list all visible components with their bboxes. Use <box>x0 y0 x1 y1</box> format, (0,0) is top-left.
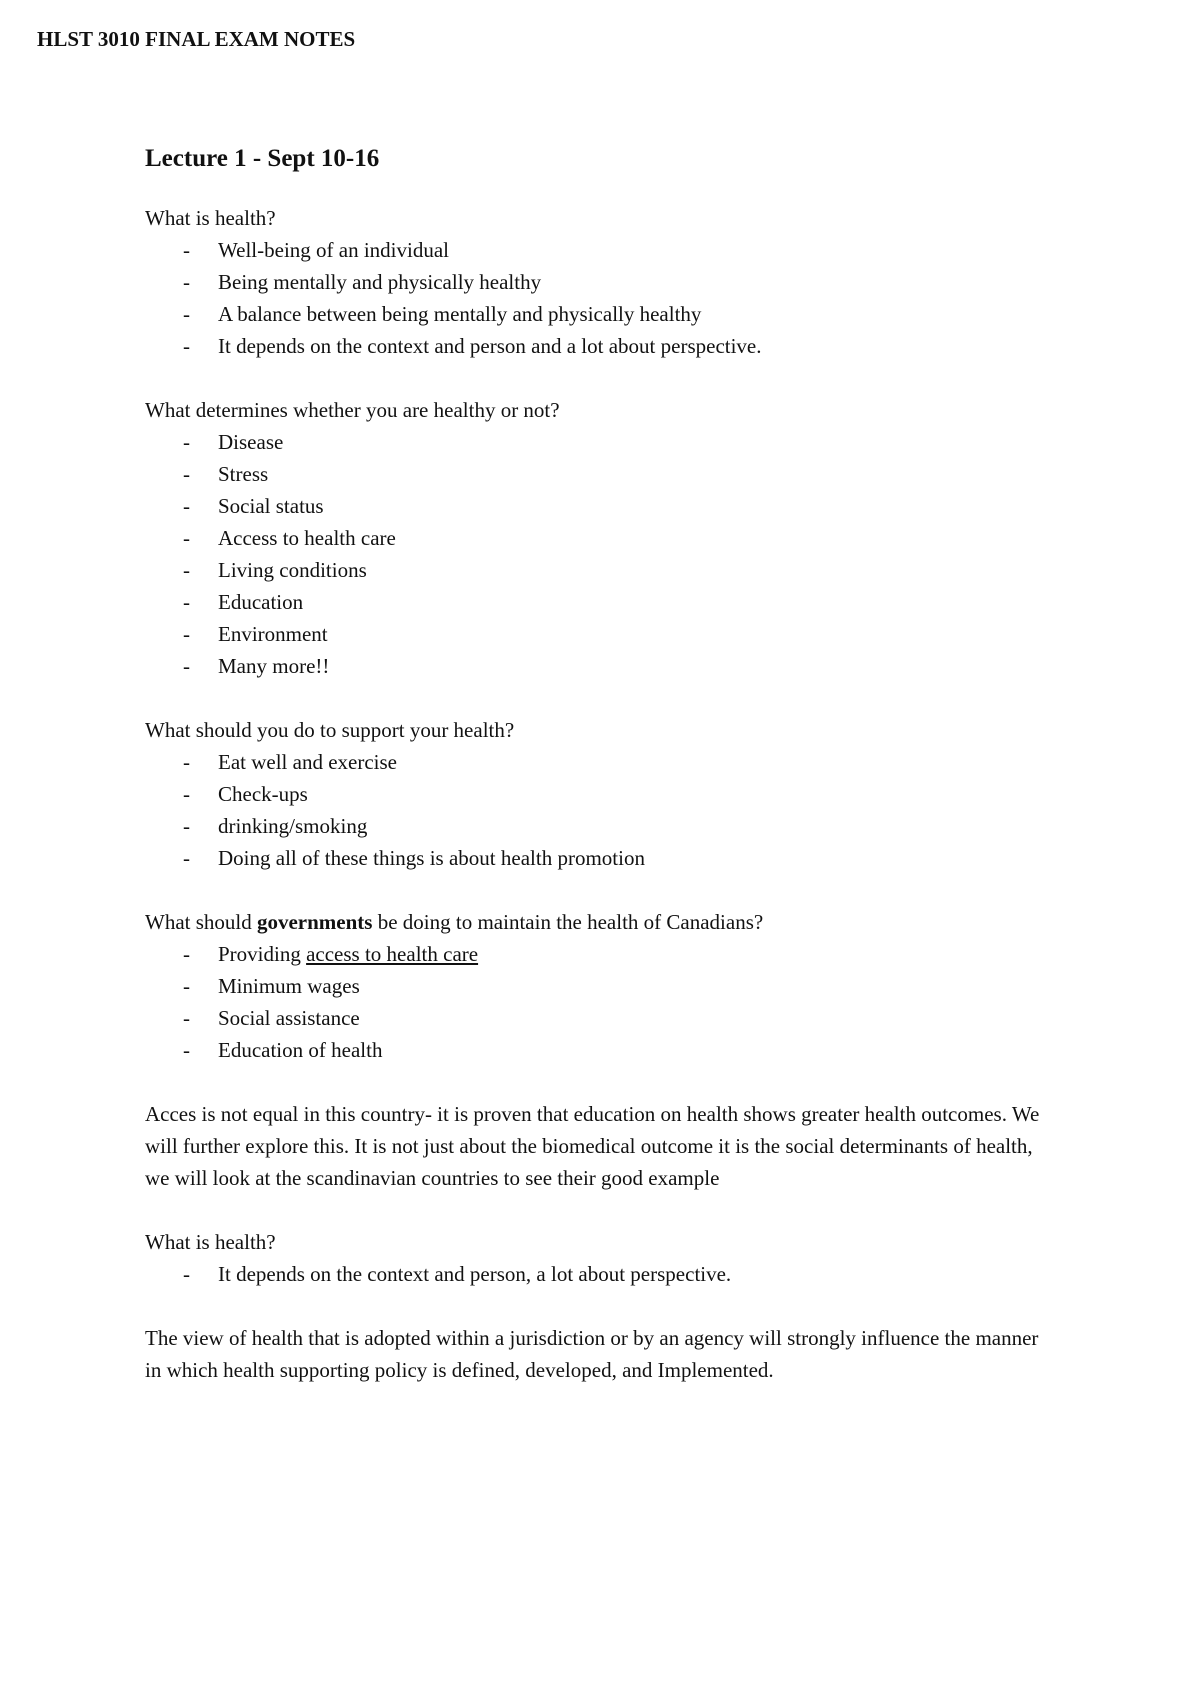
question-text-start: What should <box>145 910 257 934</box>
list-item-text: Eat well and exercise <box>218 750 397 774</box>
dash-bullet: - <box>183 270 190 294</box>
paragraph-access <box>145 1098 1045 1194</box>
list-item-text: Well-being of an individual <box>218 238 449 262</box>
list-item-text: Social assistance <box>218 1006 360 1030</box>
section-support-health <box>145 714 1045 874</box>
notes-content <box>145 143 1045 1418</box>
lecture-title: Lecture 1 - Sept 10-16 <box>145 145 380 172</box>
list-item-text: Environment <box>218 622 328 646</box>
list-item <box>145 266 1045 298</box>
list-item-text: Social status <box>218 494 324 518</box>
paragraph-text: Acces is not equal in this country- it is proven that education on health shows greater health outcomes. We will further explore this. It is not just about the biomedical outcome it is the social determinants of health, we will look at the scandinavian countries to see their good example <box>145 1102 1040 1190</box>
question-heading: What determines whether you are healthy or not? <box>145 398 560 422</box>
list-item <box>145 490 1045 522</box>
list-item-text: Minimum wages <box>218 974 360 998</box>
list-item-text: Check-ups <box>218 782 308 806</box>
dash-bullet: - <box>183 654 190 678</box>
list-item-text: It depends on the context and person and a lot about perspective. <box>218 334 762 358</box>
dash-bullet: - <box>183 302 190 326</box>
underlined-text: access to health care <box>306 942 479 966</box>
list-item-text: drinking/smoking <box>218 814 368 838</box>
section-what-is-health-2 <box>145 1226 1045 1290</box>
bullet-list <box>145 1258 1045 1290</box>
list-item <box>145 1034 1045 1066</box>
list-item <box>145 458 1045 490</box>
dash-bullet: - <box>183 1006 190 1030</box>
dash-bullet: - <box>183 974 190 998</box>
question-heading: What should you do to support your health? <box>145 718 515 742</box>
list-item-text: Disease <box>218 430 284 454</box>
dash-bullet: - <box>183 814 190 838</box>
list-item <box>145 810 1045 842</box>
question-emphasis: governments <box>256 910 373 934</box>
list-item-text: Education of health <box>218 1038 383 1062</box>
list-item-text: It depends on the context and person, a lot about perspective. <box>218 1262 732 1286</box>
list-item <box>145 1002 1045 1034</box>
list-item <box>145 330 1045 362</box>
list-item <box>145 298 1045 330</box>
question-text-end: be doing to maintain the health of Canadians? <box>372 910 764 934</box>
bullet-list <box>145 426 1045 682</box>
list-item <box>145 1258 1045 1290</box>
section-determinants <box>145 394 1045 682</box>
section-governments <box>145 906 1045 1066</box>
dash-bullet: - <box>183 430 190 454</box>
dash-bullet: - <box>183 334 190 358</box>
document-header: HLST 3010 FINAL EXAM NOTES <box>37 27 356 51</box>
list-item-text: Access to health care <box>218 526 396 550</box>
question-heading <box>145 906 1045 938</box>
list-item <box>145 970 1045 1002</box>
list-item <box>145 778 1045 810</box>
list-item <box>145 426 1045 458</box>
list-item <box>145 650 1045 682</box>
list-item-text: Living conditions <box>218 558 367 582</box>
list-item <box>145 554 1045 586</box>
bullet-list <box>145 234 1045 362</box>
dash-bullet: - <box>183 526 190 550</box>
list-item-text: A balance between being mentally and physically healthy <box>218 302 702 326</box>
dash-bullet: - <box>183 558 190 582</box>
dash-bullet: - <box>183 942 190 966</box>
list-item <box>145 938 1045 970</box>
dash-bullet: - <box>183 590 190 614</box>
list-item-text: Being mentally and physically healthy <box>218 270 542 294</box>
list-item-text: Education <box>218 590 304 614</box>
list-item <box>145 522 1045 554</box>
question-heading: What is health? <box>145 1230 276 1254</box>
list-item <box>145 746 1045 778</box>
dash-bullet: - <box>183 494 190 518</box>
list-item <box>145 234 1045 266</box>
dash-bullet: - <box>183 846 190 870</box>
list-item-text: Stress <box>218 462 269 486</box>
dash-bullet: - <box>183 622 190 646</box>
bullet-list <box>145 746 1045 874</box>
list-item <box>145 842 1045 874</box>
dash-bullet: - <box>183 462 190 486</box>
list-item <box>145 618 1045 650</box>
bullet-list <box>145 938 1045 1066</box>
list-item-text: Many more!! <box>218 654 330 678</box>
list-item <box>145 586 1045 618</box>
section-what-is-health <box>145 202 1045 362</box>
dash-bullet: - <box>183 1038 190 1062</box>
dash-bullet: - <box>183 750 190 774</box>
dash-bullet: - <box>183 1262 190 1286</box>
paragraph-text: The view of health that is adopted within a jurisdiction or by an agency will strongly influence the manner in which health supporting policy is defined, developed, and Implemented. <box>145 1326 1039 1382</box>
dash-bullet: - <box>183 238 190 262</box>
dash-bullet: - <box>183 782 190 806</box>
question-heading: What is health? <box>145 206 276 230</box>
paragraph-view-of-health <box>145 1322 1045 1386</box>
list-item-text: Doing all of these things is about health promotion <box>218 846 645 870</box>
list-item-text: Providing <box>218 942 307 966</box>
